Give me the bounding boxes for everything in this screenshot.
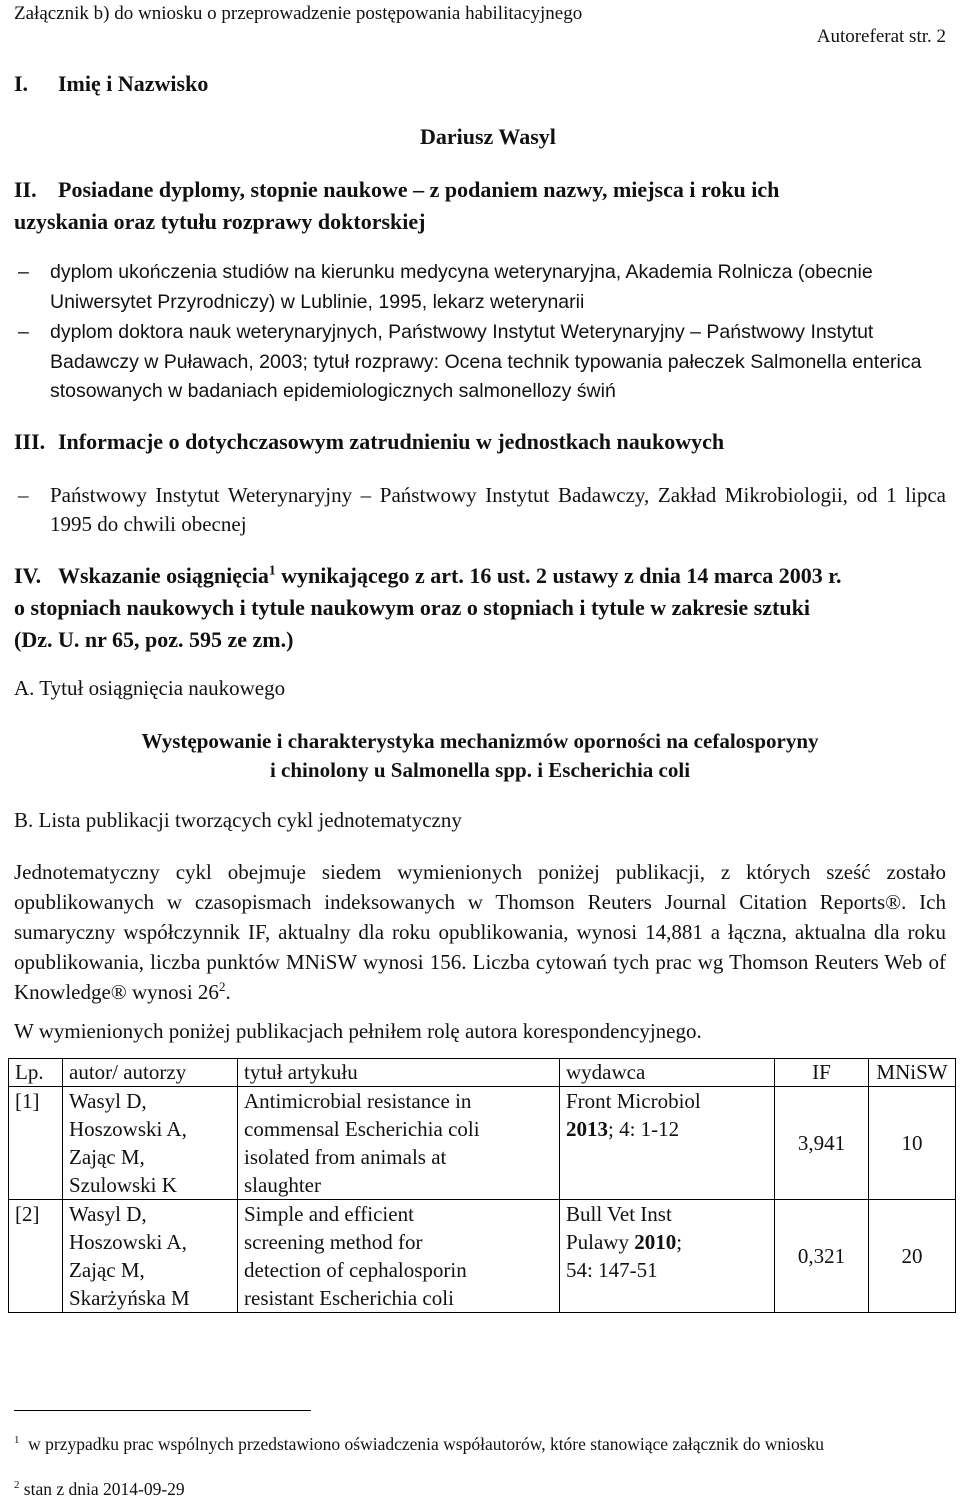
section-1-title: Imię i Nazwisko — [58, 71, 209, 96]
header-attachment-label: Załącznik b) do wniosku o przeprowadzenie postępowania habilitacyjnego — [14, 3, 583, 24]
col-header-title: tytuł artykułu — [238, 1059, 560, 1087]
author: Skarżyńska M — [69, 1286, 190, 1310]
author: Hoszowski A, — [69, 1230, 187, 1254]
section-3-title: Informacje o dotychczasowym zatrudnieniu w jednostkach naukowych — [58, 429, 725, 454]
footnote-ref-2: 2 — [218, 979, 226, 994]
pub-volume: ; 4: 1-12 — [608, 1117, 680, 1141]
author: Szulowski K — [69, 1173, 177, 1197]
employment-item — [14, 481, 946, 539]
diploma-item — [14, 258, 946, 317]
footnote-ref-1: 1 — [268, 562, 276, 578]
section-4-title-line2: o stopniach naukowych i tytule naukowym oraz o stopniach i tytule w zakresie sztuki — [14, 595, 810, 620]
col-header-authors: autor/ autorzy — [63, 1059, 238, 1087]
summary-end: . — [225, 980, 231, 1004]
header-page-label: Autoreferat str. 2 — [816, 26, 946, 47]
summary-text: Jednotematyczny cykl obejmuje siedem wymienionych poniżej publikacji, z których sześć zostało opublikowanych w czasopismach indeksowanych w Thomson Reuters Journal Citation Reports®. Ich sumaryczny współczynnik IF, aktualny dla roku opublikowania, wynosi 14,881 a łączna, aktualna dla roku opublikowania, liczba punktów MNiSW wynosi 156. Liczba cytowań tych prac wg Thomson Reuters Web of Knowledge® wynosi 26 — [14, 860, 946, 1004]
table-row — [9, 1200, 956, 1313]
achievement-title-line2: i chinolony u Salmonella spp. i Escherichia coli — [269, 758, 691, 782]
table-row — [9, 1087, 956, 1200]
title-line: Antimicrobial resistance in — [244, 1089, 472, 1113]
pub-year: 2013 — [566, 1117, 608, 1141]
row-publisher — [560, 1087, 775, 1200]
journal-name: Bull Vet Inst — [566, 1202, 672, 1226]
section-2-number: II. — [14, 177, 37, 202]
row-mnisw: 20 — [869, 1200, 956, 1313]
col-header-if: IF — [775, 1059, 869, 1087]
row-publisher — [560, 1200, 775, 1313]
title-line: screening method for — [244, 1230, 423, 1254]
doctorate-item — [14, 318, 946, 407]
section-1-heading — [14, 68, 208, 100]
summary-paragraph — [14, 857, 946, 1007]
pub-volume: 54: 147-51 — [566, 1258, 658, 1282]
section-2-title-line1: Posiadane dyplomy, stopnie naukowe – z podaniem nazwy, miejsca i roku ich — [58, 177, 780, 202]
col-header-publisher: wydawca — [560, 1059, 775, 1087]
corresponding-author-note: W wymienionych poniżej publikacjach pełniłem rolę autora korespondencyjnego. — [14, 1019, 702, 1043]
row-if: 0,321 — [775, 1200, 869, 1313]
title-line: detection of cephalosporin — [244, 1258, 467, 1282]
candidate-name: Dariusz Wasyl — [420, 124, 556, 149]
part-b-label: B. Lista publikacji tworzących cykl jednotematyczny — [14, 808, 462, 832]
footnote-separator — [14, 1410, 311, 1411]
col-header-lp: Lp. — [9, 1059, 63, 1087]
section-3-number: III. — [14, 429, 46, 454]
table-header-row — [9, 1059, 956, 1087]
part-a-label: A. Tytuł osiągnięcia naukowego — [14, 676, 286, 700]
author: Hoszowski A, — [69, 1117, 187, 1141]
footnote-2 — [14, 1478, 946, 1500]
author: Zając M, — [69, 1145, 145, 1169]
achievement-title — [14, 727, 946, 785]
section-1-number: I. — [14, 71, 29, 96]
footnote-2-number: 2 — [14, 1479, 20, 1492]
bullet-dash: – — [18, 483, 29, 507]
section-4-title-part2: wynikającego z art. 16 ust. 2 ustawy z dnia 14 marca 2003 r. — [275, 563, 842, 588]
diploma-text: dyplom ukończenia studiów na kierunku medycyna weterynaryjna, Akademia Rolnicza (obecnie Uniwersytet Przyrodniczy) w Lublinie, 1995, lekarz weterynarii — [50, 261, 873, 313]
title-line: commensal Escherichia coli — [244, 1117, 480, 1141]
section-4-title-line3: (Dz. U. nr 65, poz. 595 ze zm.) — [14, 627, 294, 652]
bullet-dash: – — [18, 261, 29, 283]
row-authors — [63, 1087, 238, 1200]
bullet-dash: – — [18, 321, 29, 343]
row-lp: [1] — [9, 1087, 63, 1200]
title-line: isolated from animals at — [244, 1145, 447, 1169]
row-if: 3,941 — [775, 1087, 869, 1200]
pub-sep: ; — [676, 1230, 683, 1254]
footnote-1 — [14, 1433, 946, 1455]
row-title — [238, 1087, 560, 1200]
author: Wasyl D, — [69, 1089, 147, 1113]
title-line: slaughter — [244, 1173, 321, 1197]
achievement-title-line1: Występowanie i charakterystyka mechanizmów oporności na cefalosporyny — [141, 729, 819, 753]
row-lp: [2] — [9, 1200, 63, 1313]
title-line: Simple and efficient — [244, 1202, 414, 1226]
section-4-title-part1: Wskazanie osiągnięcia — [58, 563, 269, 588]
author: Zając M, — [69, 1258, 145, 1282]
journal-name: Front Microbiol — [566, 1089, 701, 1113]
footnote-2-text: stan z dnia 2014-09-29 — [23, 1479, 185, 1499]
footnote-1-number: 1 — [14, 1434, 20, 1447]
publications-table — [8, 1058, 956, 1313]
doctorate-text: dyplom doktora nauk weterynaryjnych, Państwowy Instytut Weterynaryjny – Państwowy Instytut Badawczy w Puławach, 2003; tytuł rozprawy: Ocena technik typowania pałeczek Salmonella enterica stosowanych w badaniach epidemiologicznych salmonellozy świń — [50, 321, 922, 402]
col-header-mnisw: MNiSW — [869, 1059, 956, 1087]
section-3-heading — [14, 426, 724, 458]
footnote-1-text: w przypadku prac wspólnych przedstawiono oświadczenia współautorów, które stanowiące załącznik do wniosku — [28, 1434, 825, 1454]
section-2-heading — [14, 174, 779, 238]
author: Wasyl D, — [69, 1202, 147, 1226]
section-4-number: IV. — [14, 563, 42, 588]
section-2-title-line2: uzyskania oraz tytułu rozprawy doktorskiej — [14, 209, 426, 234]
section-4-heading — [14, 560, 842, 656]
row-title — [238, 1200, 560, 1313]
row-authors — [63, 1200, 238, 1313]
employment-text: Państwowy Instytut Weterynaryjny – Państwowy Instytut Badawczy, Zakład Mikrobiologii, od 1 lipca 1995 do chwili obecnej — [50, 483, 946, 536]
pub-year: 2010 — [634, 1230, 677, 1254]
journal-name-cont: Pulawy — [566, 1230, 635, 1254]
title-line: resistant Escherichia coli — [244, 1286, 454, 1310]
row-mnisw: 10 — [869, 1087, 956, 1200]
